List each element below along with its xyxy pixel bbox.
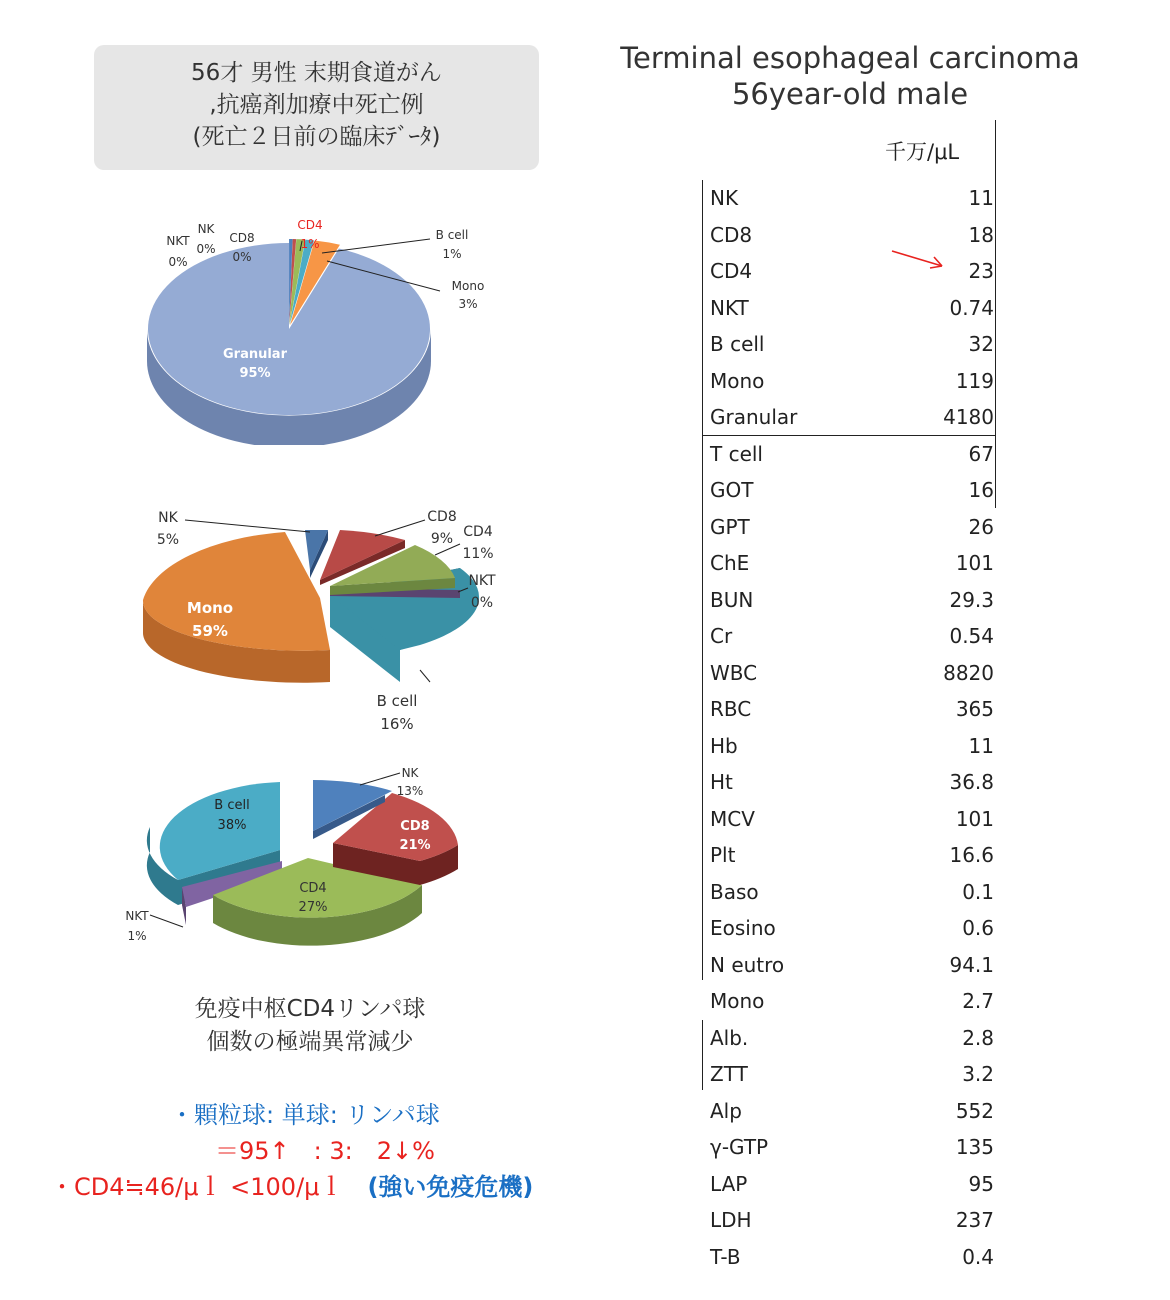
row-value: 26 (968, 514, 994, 539)
pie1-label-bcell: B cell (435, 228, 469, 242)
row-value: 11 (968, 733, 994, 758)
row-label: ZTT (710, 1062, 748, 1086)
table-row (710, 691, 996, 727)
bullet-cd4-main: ・CD4≒46/μｌ <100/μｌ (50, 1173, 368, 1201)
row-label: CD8 (710, 222, 753, 247)
pie1-label-cd8: CD8 (229, 231, 255, 245)
caption (150, 993, 470, 1059)
row-label: NK (710, 186, 739, 210)
row-label: BUN (710, 587, 754, 612)
row-label: MCV (710, 806, 755, 831)
table-row (710, 1020, 996, 1056)
pie1-granular-slice (148, 243, 430, 415)
table-row (710, 655, 996, 691)
pie3-value-nkt: 1% (127, 929, 147, 943)
pie2-value-mono: 59% (192, 622, 228, 640)
pie2-leader-nk (185, 520, 310, 532)
table-row (710, 472, 996, 508)
row-value: 101 (955, 551, 994, 575)
table-row (710, 363, 996, 399)
table-line-left-1 (702, 180, 703, 980)
row-label: Baso (710, 879, 759, 904)
row-value: 16 (968, 478, 994, 502)
table-row (710, 436, 996, 472)
row-value: 237 (955, 1208, 994, 1232)
table-row (710, 509, 996, 545)
row-label: Hb (710, 733, 738, 758)
table-row (710, 582, 996, 618)
row-label: Eosino (710, 916, 776, 940)
pie2-value-nk: 5% (156, 532, 180, 548)
table-row (710, 618, 996, 654)
title-box (94, 45, 539, 170)
pie3-value-cd8: 21% (399, 838, 431, 853)
row-label: Alp (710, 1098, 742, 1123)
pie2-value-cd8: 9% (430, 531, 454, 547)
pie2-label-nk: NK (158, 510, 178, 526)
cd4-arrow-icon (890, 248, 946, 272)
pie2-leader-cd8 (375, 520, 425, 536)
pie3-label-nkt: NKT (125, 909, 149, 923)
pie1-value-cd4: 1% (300, 237, 320, 251)
pie3-label-cd4: CD4 (299, 881, 327, 896)
pie3-leader-nk (360, 773, 400, 785)
pie2-label-mono: Mono (186, 599, 234, 617)
pie2-label-nkt: NKT (468, 573, 496, 589)
pie1-label-nk: NK (197, 222, 215, 236)
pie1-value-cd8: 0% (232, 250, 252, 264)
row-label: Alb. (710, 1025, 749, 1050)
english-title-line-1: Terminal esophageal carcinoma (620, 41, 1080, 75)
title-line-1: 56才 男性 末期食道がん (191, 60, 442, 86)
table-line-right-top (995, 120, 996, 508)
title-line-2: ,抗癌剤加療中死亡例 (209, 92, 424, 118)
row-label: NKT (710, 295, 749, 320)
title-line-3: (死亡２日前の臨床ﾃﾞｰﾀ) (192, 124, 441, 150)
row-label: GOT (710, 478, 754, 502)
table-unit-header: 千万/μL (885, 140, 960, 164)
row-value: 552 (955, 1098, 994, 1123)
row-label: LDH (710, 1208, 752, 1232)
table-row (710, 326, 996, 362)
pie1-value-nkt: 0% (168, 255, 188, 269)
table-row (710, 764, 996, 800)
table-row (710, 983, 996, 1019)
pie3-value-nk: 13% (396, 784, 424, 798)
pie-chart-3 (0, 765, 520, 965)
pie2-label-cd8: CD8 (427, 509, 457, 525)
pie3-value-cd4: 27% (298, 900, 328, 915)
row-value: 18 (968, 222, 994, 247)
row-value: 2.8 (962, 1025, 994, 1050)
row-value: 23 (968, 259, 994, 283)
pie3-label-bcell: B cell (214, 798, 250, 813)
pie1-value-nk: 0% (196, 242, 216, 256)
pie1-value-bcell: 1% (442, 247, 462, 261)
table-row (710, 399, 996, 435)
row-label: T cell (710, 441, 763, 466)
row-label: CD4 (710, 259, 753, 283)
row-value: 0.6 (962, 916, 994, 940)
row-value: 4180 (943, 405, 994, 429)
pie3-leader-nkt (150, 915, 183, 927)
row-value: 95 (968, 1171, 994, 1196)
row-value: 16.6 (949, 843, 994, 867)
row-label: Granular (710, 405, 798, 429)
bullet-ratio-values: ＝95↑ : 3: 2↓% (215, 1137, 435, 1165)
bullet-ratio-heading: ・顆粒球: 単球: リンパ球 (170, 1101, 440, 1129)
row-value: 119 (955, 368, 994, 393)
row-value: 0.4 (962, 1244, 994, 1269)
row-value: 67 (968, 441, 994, 466)
table-row (710, 290, 996, 326)
row-value: 135 (955, 1135, 994, 1159)
pie2-value-nkt: 0% (470, 595, 494, 611)
row-value: 0.74 (949, 295, 994, 320)
row-value: 101 (955, 806, 994, 831)
row-label: Mono (710, 989, 765, 1013)
row-value: 2.7 (962, 989, 994, 1013)
row-value: 36.8 (949, 770, 994, 794)
table-row (710, 728, 996, 764)
row-label: WBC (710, 660, 758, 685)
bullet-cd4-count (50, 1169, 533, 1205)
pie2-value-bcell: 16% (380, 715, 414, 733)
row-value: 365 (955, 697, 994, 721)
pie1-label-mono: Mono (451, 279, 485, 293)
pie3-label-nk: NK (401, 766, 419, 780)
pie1-label-nkt: NKT (166, 234, 190, 248)
table-row (710, 874, 996, 910)
row-value: 32 (968, 332, 994, 356)
bullet-cd4-warning: (強い免疫危機) (367, 1173, 534, 1201)
pie-chart-1 (0, 195, 520, 445)
row-label: T-B (710, 1244, 741, 1269)
pie2-value-cd4: 11% (462, 546, 494, 562)
pie2-label-cd4: CD4 (463, 524, 493, 540)
pie2-leader-bcell (420, 670, 430, 682)
row-label: Mono (710, 368, 765, 393)
table-row (710, 837, 996, 873)
row-value: 29.3 (949, 587, 994, 612)
pie1-label-granular: Granular (222, 347, 288, 362)
table-row (710, 801, 996, 837)
row-label: RBC (710, 697, 752, 721)
table-row (710, 910, 996, 946)
table-row (710, 545, 996, 581)
row-value: 11 (968, 186, 994, 210)
row-label: ChE (710, 551, 750, 575)
pie-chart-2 (0, 500, 520, 750)
table-row (710, 1202, 996, 1238)
row-label: Cr (710, 624, 733, 648)
table-line-divider (702, 435, 996, 436)
english-title-line-2: 56year-old male (731, 77, 969, 111)
pie1-value-mono: 3% (458, 297, 478, 311)
english-title (600, 40, 1100, 112)
pie1-label-cd4: CD4 (297, 218, 323, 232)
row-label: B cell (710, 332, 765, 356)
row-label: γ-GTP (710, 1135, 769, 1159)
table-row (710, 1093, 996, 1129)
row-value: 94.1 (949, 952, 994, 977)
table-row (710, 1166, 996, 1202)
pie2-label-bcell: B cell (376, 692, 418, 710)
row-value: 8820 (943, 660, 994, 685)
table-row (710, 1239, 996, 1275)
row-value: 0.54 (949, 624, 994, 648)
row-label: GPT (710, 514, 750, 539)
row-label: Plt (710, 843, 736, 867)
table-row (710, 253, 996, 289)
pie1-value-granular: 95% (239, 366, 271, 381)
caption-line-1: 免疫中枢CD4リンパ球 (194, 996, 426, 1022)
caption-line-2: 個数の極端異常減少 (206, 1029, 414, 1055)
row-label: Ht (710, 770, 733, 794)
pie3-label-cd8: CD8 (400, 819, 430, 834)
row-value: 3.2 (962, 1062, 994, 1086)
row-label: LAP (710, 1171, 748, 1196)
table-row (710, 217, 996, 253)
table-row (710, 1056, 996, 1092)
row-label: N eutro (710, 952, 785, 977)
table-row (710, 947, 996, 983)
table-row (710, 180, 996, 216)
pie3-value-bcell: 38% (217, 818, 247, 833)
row-value: 0.1 (962, 879, 994, 904)
table-row (710, 1129, 996, 1165)
table-line-left-2 (702, 1020, 703, 1090)
